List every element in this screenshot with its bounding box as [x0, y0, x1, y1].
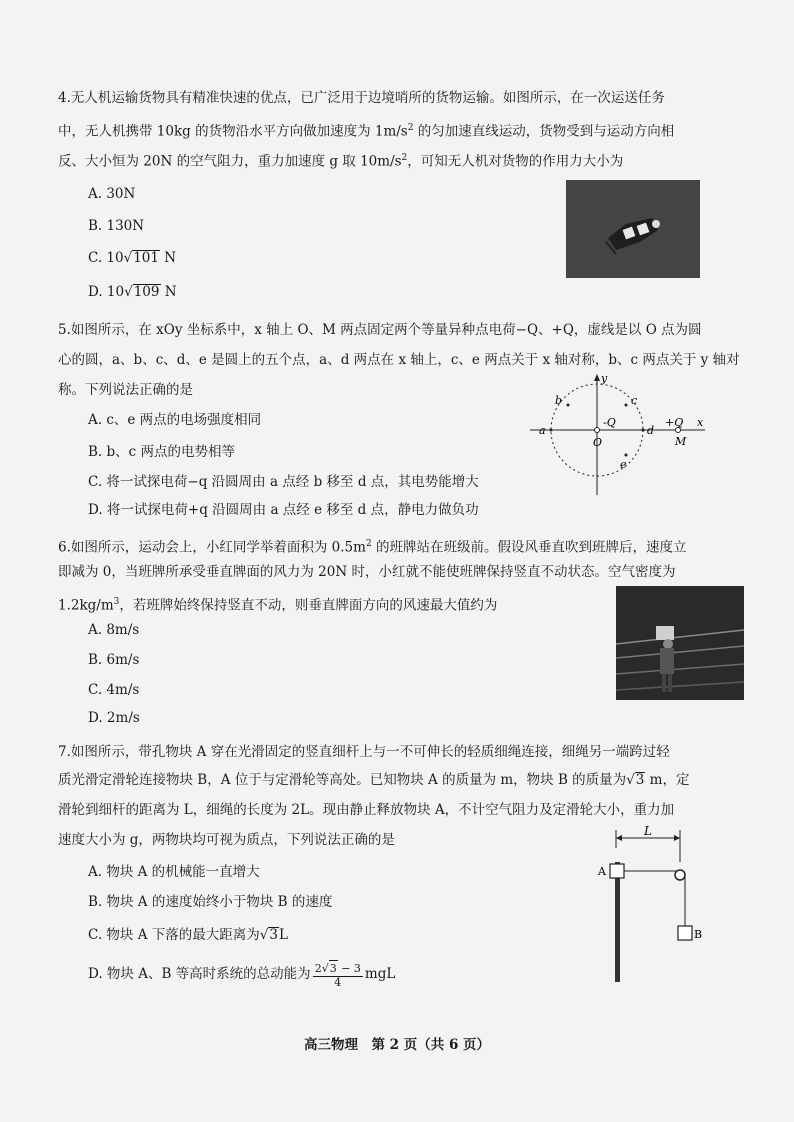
q7-stem-line3: 滑轮到细杆的距离为 L，细绳的长度为 2L。现由静止释放物块 A，不计空气阻力及定滑轮大小，重力加 [58, 802, 675, 818]
label-x: x [697, 416, 704, 429]
q5-stem-line2: 心的圆，a、b、c、d、e 是圆上的五个点，a、d 两点在 x 轴上，c、e 两点关于 x 轴对称，b、c 两点关于 y 轴对 [58, 352, 740, 368]
q6-stem-line1: 6.如图所示，运动会上，小红同学举着面积为 $0.5m^2$ 的班牌站在班级前。假设风垂直吹到班牌后，速度立 [58, 539, 687, 556]
energy-fraction: $\frac{2√3 - 3}{4}$ [314, 962, 361, 989]
q7-stem-line2: 质光滑定滑轮连接物块 B，A 位于与定滑轮等高处。已知物块 A 的质量为 m，物块 B 的质量为√3 m，定 [58, 772, 690, 788]
q5-option-c: C. 将一试探电荷−q 沿圆周由 a 点经 b 移至 d 点，其电势能增大 [88, 474, 479, 490]
vertical-rod [615, 862, 620, 982]
charge-neg-q [595, 428, 600, 433]
q7-pulley-diagram [596, 826, 716, 986]
q6-option-d: D. 2m/s [88, 710, 140, 726]
point-e [625, 454, 628, 457]
block-a [610, 864, 624, 878]
label-l: L [644, 826, 652, 838]
label-c: c [631, 394, 638, 407]
label-e: e [620, 458, 627, 471]
q5-option-a: A. c、e 两点的电场强度相同 [88, 412, 262, 428]
label-pos-q: +Q [665, 416, 684, 429]
q4-stem-line3: 反、大小恒为 20N 的空气阻力，重力加速度 g 取 $10m/s^2$，可知无人机对货物的作用力大小为 [58, 153, 624, 170]
block-b [678, 926, 692, 940]
q4-option-a: A. 30N [88, 186, 136, 202]
drone-photo [566, 180, 700, 278]
q5-stem-line3: 称。下列说法正确的是 [58, 382, 193, 398]
q7-stem-line4: 速度大小为 g，两物块均可视为质点，下列说法正确的是 [58, 832, 395, 848]
q4-stem-line1: 4.无人机运输货物具有精准快速的优点，已广泛用于边境哨所的货物运输。如图所示，在一次运送任务 [58, 90, 665, 106]
q4-option-d: D. 10√109 N [88, 284, 177, 300]
student-icon [616, 586, 744, 700]
q5-field-diagram [525, 370, 725, 500]
label-m: M [675, 435, 687, 448]
q5-stem-line1: 5.如图所示，在 xOy 坐标系中，x 轴上 O、M 两点固定两个等量异种点电荷−Q、+Q，虚线是以 O 点为圆 [58, 322, 702, 338]
q7-option-c: C. 物块 A 下落的最大距离为√3L [88, 927, 288, 943]
student-photo [616, 586, 744, 700]
q6-option-c: C. 4m/s [88, 682, 140, 698]
label-o: O [593, 436, 603, 449]
q7-stem-line1: 7.如图所示，带孔物块 A 穿在光滑固定的竖直细杆上与一不可伸长的轻质细绳连接，细绳另一端跨过轻 [58, 744, 670, 760]
q5-option-d: D. 将一试探电荷+q 沿圆周由 a 点经 e 移至 d 点，静电力做负功 [88, 502, 479, 518]
label-b: b [555, 394, 563, 407]
drone-icon [566, 180, 700, 278]
pulley-icon [675, 870, 685, 880]
q4-option-b: B. 130N [88, 218, 145, 234]
q6-stem-line3: $1.2kg/m^3$，若班牌始终保持竖直不动，则垂直牌面方向的风速最大值约为 [58, 597, 498, 614]
y-axis-arrow [594, 374, 600, 381]
point-a [550, 429, 553, 432]
q5-option-b: B. b、c 两点的电势相等 [88, 444, 235, 460]
label-d: d [647, 424, 655, 437]
label-neg-q: -Q [603, 416, 616, 429]
q7-option-b: B. 物块 A 的速度始终小于物块 B 的速度 [88, 894, 333, 910]
q6-option-b: B. 6m/s [88, 652, 140, 668]
page-footer: 高三物理 第 2 页（共 6 页） [303, 1037, 491, 1053]
label-b: B [694, 928, 703, 941]
point-d [642, 429, 645, 432]
q4-option-c: C. 10√101 N [88, 250, 177, 266]
q4-stem-line2: 中，无人机携带 10kg 的货物沿水平方向做加速度为 $1m/s^2$ 的匀加速直线运动，货物受到与运动方向相 [58, 123, 675, 140]
q7-option-a: A. 物块 A 的机械能一直增大 [88, 864, 260, 880]
q6-option-a: A. 8m/s [88, 622, 140, 638]
label-a: a [539, 424, 546, 437]
point-c [625, 404, 628, 407]
label-y: y [601, 372, 608, 385]
point-b [567, 404, 570, 407]
q7-option-d: D. 物块 A、B 等高时系统的总动能为 $\frac{2√3 - 3}{4}$ mgL [88, 962, 396, 989]
q6-stem-line2: 即减为 0，当班牌所承受垂直牌面的风力为 20N 时，小红就不能使班牌保持竖直不动状态。空气密度为 [58, 564, 676, 580]
label-a: A [598, 865, 606, 878]
